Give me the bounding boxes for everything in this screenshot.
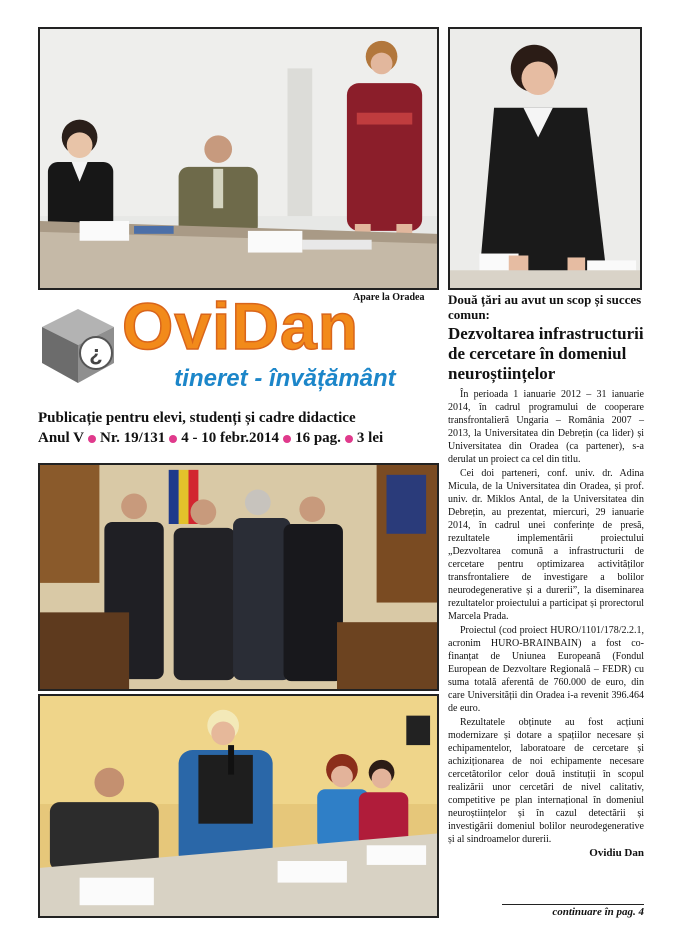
svg-text:¿: ¿ <box>89 341 103 366</box>
bullet-dot <box>88 435 96 443</box>
article-paragraph: Proiectul (cod proiect HURO/1101/178/2.2.1, acronim HURO-BRAINBAIN) a fost co-finanțat de Uniunea Europeană (Fondul European de Dezvoltare Regională – FEDR) cu suma totală aferentă de 760.000 de euro, din care Universității din Oradea i-a revenit 396.464 de euro. <box>448 625 644 714</box>
publication-line: Publicație pentru elevi, studenți și cadre didactice <box>38 410 356 426</box>
article-body <box>448 388 644 846</box>
bullet-dot <box>169 435 177 443</box>
issue-year: Anul V <box>38 430 84 446</box>
article-paragraph: În perioada 1 ianuarie 2012 – 31 ianuarie 2014, în cadrul programului de cooperare transfrontalieră Ungaria – România 2007 – 2013, la Universitatea din Debrețin (ca lider) și Universitatea din Oradea (ca partener), s-a derulat un proiect ca cel din titlu. <box>448 389 644 465</box>
logo-subtitle: tineret - învățământ <box>174 365 396 392</box>
issue-dates: 4 - 10 febr.2014 <box>181 430 280 446</box>
photo-speaker-woman <box>448 27 642 290</box>
photo-officials-group <box>38 463 439 691</box>
continued-link[interactable]: continuare în pag. 4 <box>502 904 644 918</box>
photo-panel-table <box>38 694 439 918</box>
issue-line <box>38 430 440 447</box>
bullet-dot <box>283 435 291 443</box>
apare-label: Apare la Oradea <box>353 292 425 303</box>
photo-conference-table <box>38 27 439 290</box>
article-column <box>448 292 644 859</box>
issue-price: 3 lei <box>356 430 384 446</box>
logo-cube-icon <box>38 305 118 385</box>
issue-number: Nr. 19/131 <box>100 430 166 446</box>
logo-title: OviDan <box>122 289 360 363</box>
article-paragraph: Cei doi parteneri, conf. univ. dr. Adina Micula, de la Universitatea din Oradea, și prof. univ. dr. Miklos Antal, de la Universitatea din Debrețin, au prezentat, miercuri, 29 ianuarie 2014, în cadrul unei conferințe de presă, rezultatele implementării proiectului „Dezvoltarea comună a infrastructurii de cercetare pentru optimizarea activităților transfrontaliere de investigare a bolilor neurodegenerative și a durerii”, la diseminarea rezultatelor proiectului a participat și prorectorul Marcela Prada. <box>448 468 644 622</box>
bullet-dot <box>345 435 353 443</box>
article-signature: Ovidiu Dan <box>589 847 644 859</box>
article-paragraph: Rezultatele obținute au fost acțiuni modernizare și dotare a spațiilor necesare și echipamentelor, laboratoare de cercetare și achiziționarea de noi echipamente necesare cercetătorilor celor două instituții în scopul realizării unor cercetări de nivel calitativ, competitive pe plan internațional în domeniul neuroștiințelor și în cazul detectării și investigării domeniul bolilor neurodegenerative și al sindroamelor durerii. <box>448 717 644 845</box>
article-headline: Dezvoltarea infrastructurii de cercetare în domeniul neuroștiințelor <box>448 324 644 383</box>
article-kicker: Două țări au avut un scop și succes comun: <box>448 292 642 322</box>
issue-pages: 16 pag. <box>295 430 341 446</box>
